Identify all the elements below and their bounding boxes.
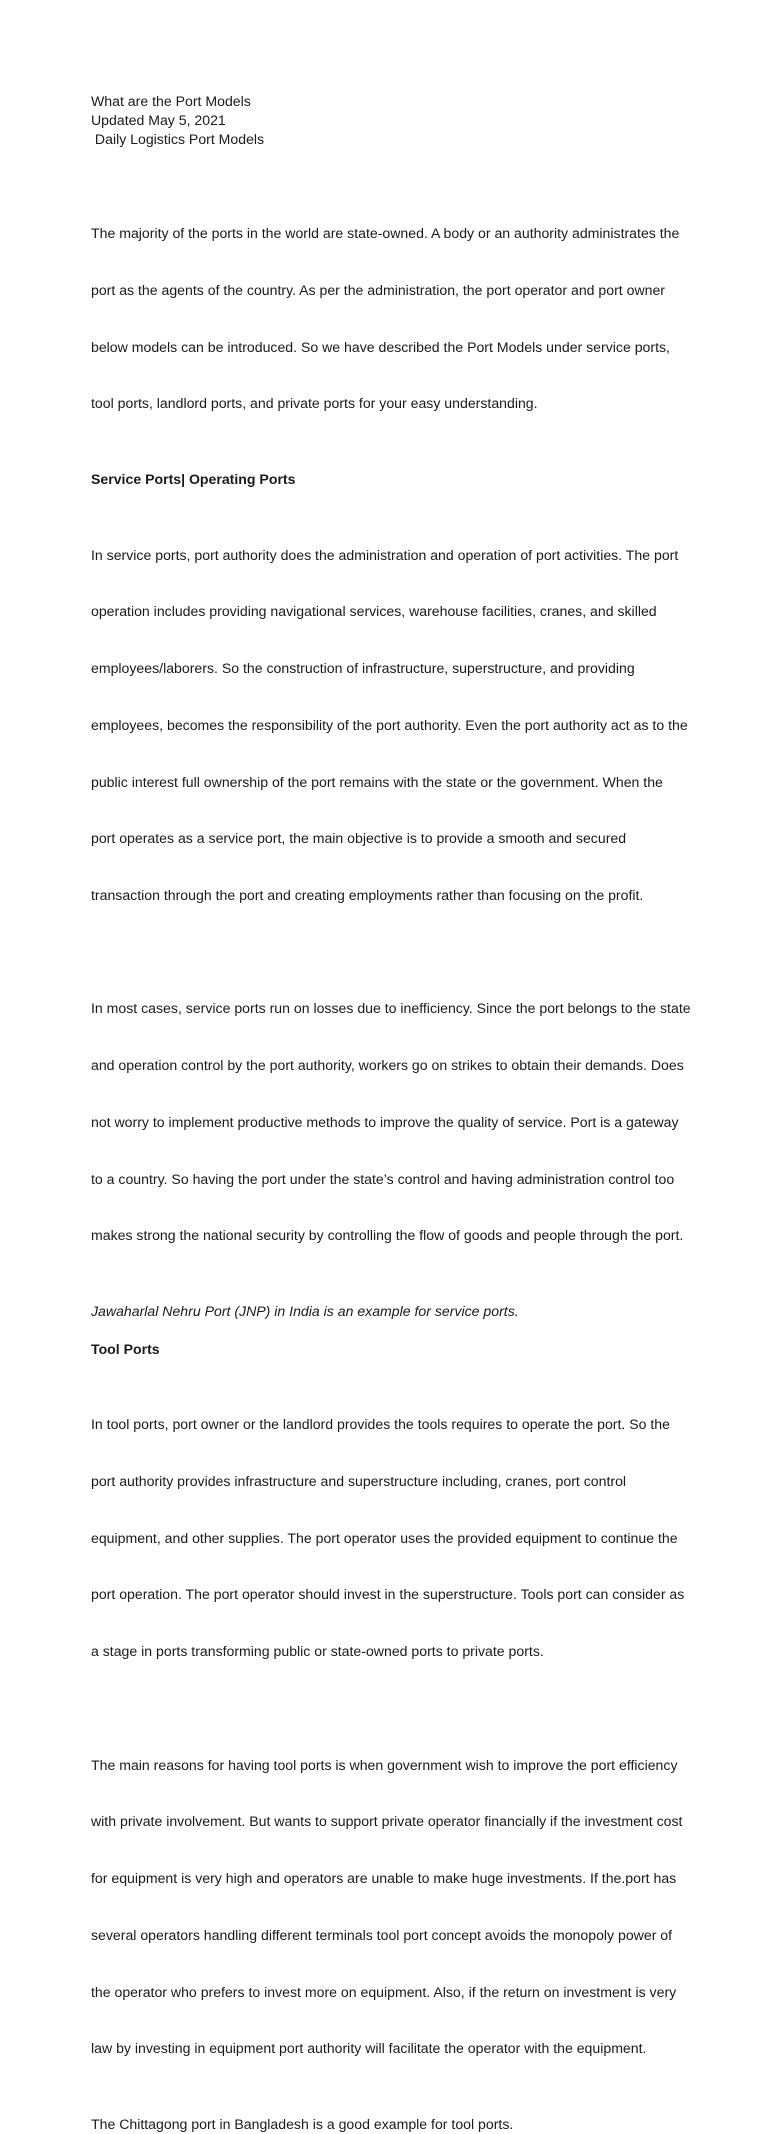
tool-ports-paragraph-2 (91, 1718, 691, 2096)
intro-paragraph (91, 187, 691, 452)
service-ports-paragraph-2 (91, 962, 691, 1283)
text-line: for equipment is very high and operators are unable to make huge investments. If the.port has (91, 1870, 677, 1887)
text-line: In most cases, service ports run on losses due to inefficiency. Since the port belongs to the state (91, 1000, 691, 1017)
text-line: employees/laborers. So the construction of infrastructure, superstructure, and providing (91, 660, 635, 677)
text-line: port operation. The port operator should invest in the superstructure. Tools port can consider as (91, 1586, 685, 1603)
text-line: public interest full ownership of the port remains with the state or the government. When the (91, 773, 663, 790)
text-line: tool ports, landlord ports, and private ports for your easy understanding. (91, 395, 538, 412)
document-title: What are the Port Models (91, 93, 251, 109)
text-line: operation includes providing navigational services, warehouse facilities, cranes, and skilled (91, 603, 657, 620)
text-line: not worry to implement productive methods to improve the quality of service. Port is a gateway (91, 1113, 679, 1130)
text-line: port operates as a service port, the main objective is to provide a smooth and secured (91, 830, 627, 847)
byline: Daily Logistics Port Models (91, 130, 265, 147)
text-line: equipment, and other supplies. The port operator uses the provided equipment to continue the (91, 1529, 678, 1546)
service-ports-heading: Service Ports| Operating Ports (91, 471, 296, 488)
text-line: and operation control by the port authority, workers go on strikes to obtain their demands. Does (91, 1057, 684, 1074)
updated-date: Updated May 5, 2021 (91, 111, 226, 128)
tool-ports-example: The Chittagong port in Bangladesh is a good example for tool ports. (91, 2115, 514, 2132)
text-line: port as the agents of the country. As per the administration, the port operator and port owner (91, 282, 666, 299)
document-page (91, 92, 691, 2134)
text-line: In service ports, port authority does the administration and operation of port activities. The port (91, 546, 679, 563)
tool-ports-paragraph-1 (91, 1378, 691, 1699)
service-ports-paragraph-1 (91, 508, 691, 943)
text-line: with private involvement. But wants to support private operator financially if the investment cost (91, 1813, 683, 1830)
service-ports-example: Jawaharlal Nehru Port (JNP) in India is an example for service ports. (91, 1302, 519, 1319)
text-line: law by investing in equipment port authority will facilitate the operator with the equipment. (91, 2040, 647, 2057)
text-line: below models can be introduced. So we have described the Port Models under service ports, (91, 338, 670, 355)
text-line: a stage in ports transforming public or state-owned ports to private ports. (91, 1643, 544, 1660)
text-line: The majority of the ports in the world are state-owned. A body or an authority administrates the (91, 225, 680, 242)
text-line: employees, becomes the responsibility of the port authority. Even the port authority act as to the (91, 716, 688, 733)
text-line: port authority provides infrastructure and superstructure including, cranes, port control (91, 1473, 627, 1490)
text-line: several operators handling different terminals tool port concept avoids the monopoly power of (91, 1926, 673, 1943)
text-line: makes strong the national security by controlling the flow of goods and people through the port. (91, 1227, 684, 1244)
text-line: to a country. So having the port under the state’s control and having administration control too (91, 1170, 675, 1187)
tool-ports-heading: Tool Ports (91, 1340, 160, 1357)
text-line: the operator who prefers to invest more on equipment. Also, if the return on investment is very (91, 1983, 677, 2000)
text-line: The main reasons for having tool ports is when government wish to improve the port efficiency (91, 1756, 678, 1773)
text-line: transaction through the port and creating employments rather than focusing on the profit. (91, 887, 644, 904)
text-line: In tool ports, port owner or the landlord provides the tools requires to operate the port. So the (91, 1416, 670, 1433)
